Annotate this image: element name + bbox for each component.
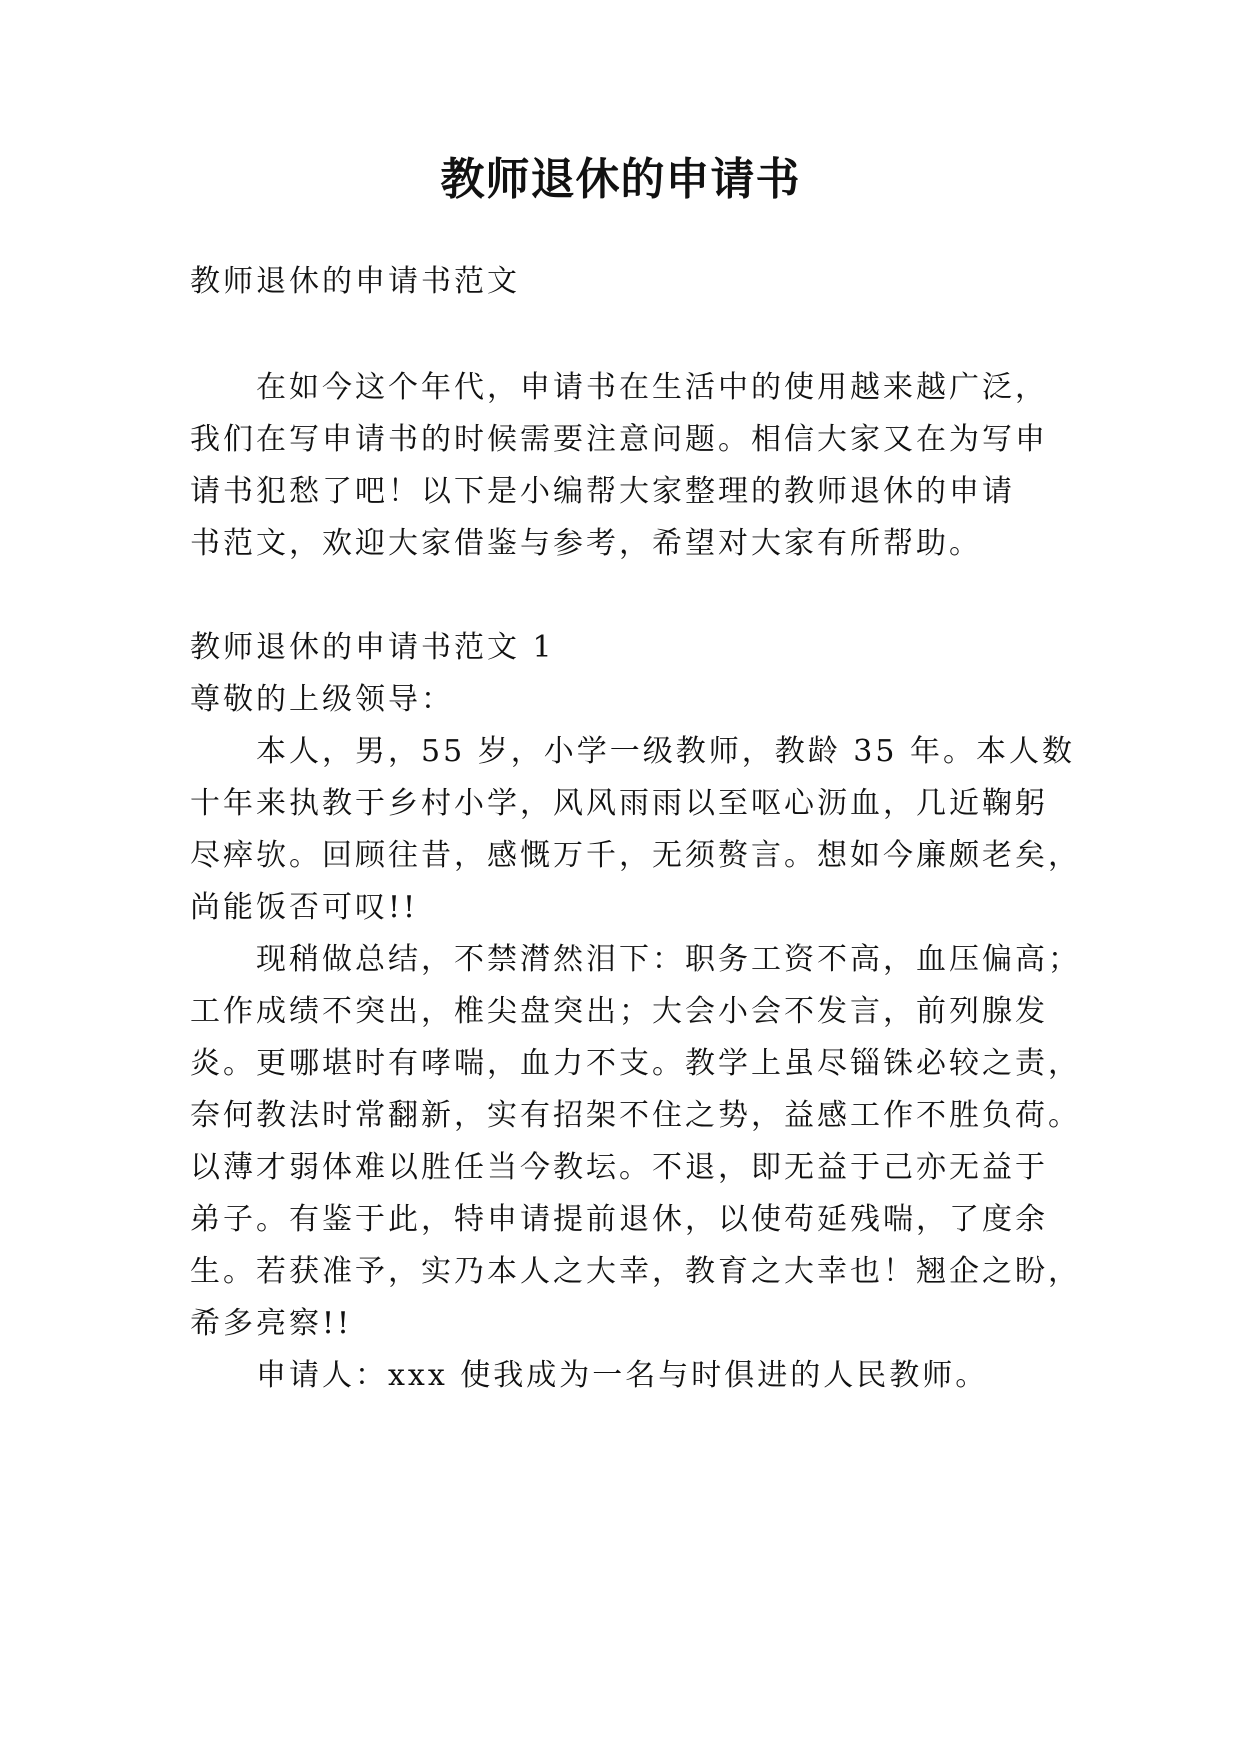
intro-line: 我们在写申请书的时候需要注意问题。相信大家又在为写申 [190,422,1048,457]
paragraph-line: 尚能饭否可叹!! [190,890,419,925]
paragraph-line: 以薄才弱体难以胜任当今教坛。不退，即无益于己亦无益于 [190,1150,1048,1185]
paragraph-line: 希多亮察!! [190,1306,353,1341]
intro-line: 请书犯愁了吧！以下是小编帮大家整理的教师退休的申请 [190,474,1015,509]
paragraph-line: 生。若获准予，实乃本人之大幸，教育之大幸也！翘企之盼， [190,1254,1081,1289]
section-heading: 教师退休的申请书范文 1 [190,630,555,665]
document-subtitle: 教师退休的申请书范文 [190,264,520,299]
paragraph-line: 现稍做总结，不禁潸然泪下：职务工资不高，血压偏高； [256,942,1081,977]
intro-line: 在如今这个年代，申请书在生活中的使用越来越广泛， [256,370,1048,405]
paragraph-line: 十年来执教于乡村小学，风风雨雨以至呕心沥血，几近鞠躬 [190,786,1048,821]
paragraph-line: 工作成绩不突出，椎尖盘突出；大会小会不发言，前列腺发 [190,994,1048,1029]
paragraph-line: 炎。更哪堪时有哮喘，血力不支。教学上虽尽锱铢必较之责， [190,1046,1081,1081]
paragraph-line: 奈何教法时常翻新，实有招架不住之势，益感工作不胜负荷。 [190,1098,1081,1133]
paragraph-line: 弟子。有鉴于此，特申请提前退休，以使苟延残喘，了度余 [190,1202,1048,1237]
paragraph-line: 尽瘁欤。回顾往昔，感慨万千，无须赘言。想如今廉颇老矣， [190,838,1081,873]
intro-line: 书范文，欢迎大家借鉴与参考，希望对大家有所帮助。 [190,526,982,561]
paragraph-line: 本人，男，55 岁，小学一级教师，教龄 35 年。本人数 [256,734,1075,769]
salutation: 尊敬的上级领导： [190,682,454,717]
signature-line: 申请人：xxx 使我成为一名与时俱进的人民教师。 [256,1358,989,1393]
document-title: 教师退休的申请书 [440,154,801,205]
